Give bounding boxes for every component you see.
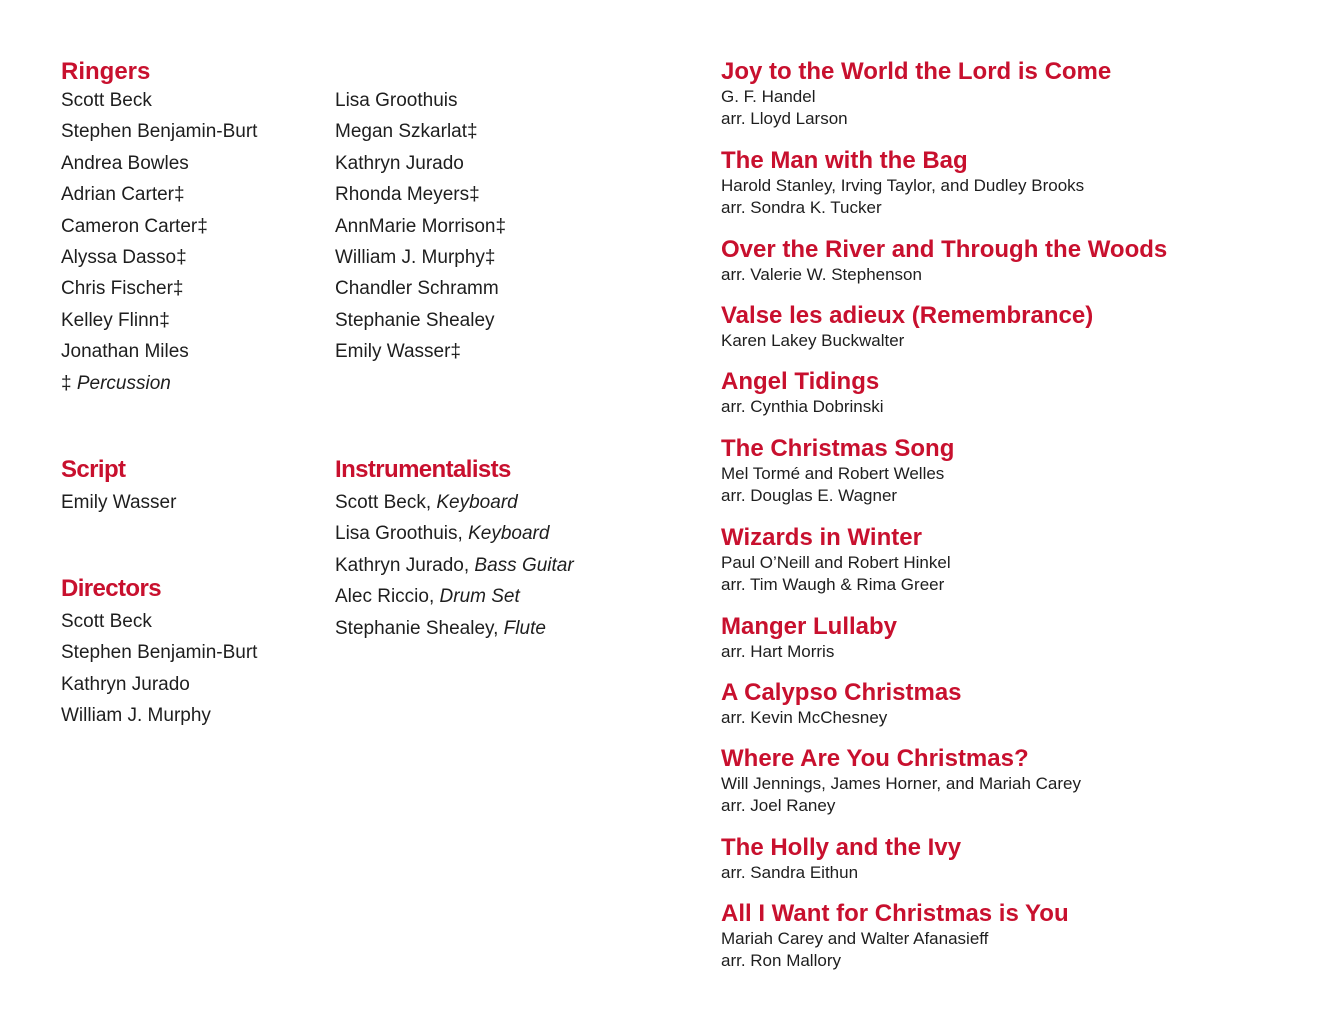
instrumentalist-name: Scott Beck, xyxy=(335,492,437,513)
piece-credit: arr. Tim Waugh & Rima Greer xyxy=(721,575,945,594)
piece-credit: G. F. Handel xyxy=(721,87,816,106)
piece-credit: Mel Tormé and Robert Welles xyxy=(721,464,945,483)
percussion-footnote xyxy=(61,368,257,399)
footnote-symbol: ‡ xyxy=(61,372,72,394)
ringer-name: Adrian Carter‡ xyxy=(61,184,185,206)
piece-title: Over the River and Through the Woods xyxy=(721,236,1168,263)
script-list xyxy=(61,487,176,518)
program-item xyxy=(721,58,1301,130)
piece-credit: Paul O’Neill and Robert Hinkel xyxy=(721,553,951,572)
ringer-name: Jonathan Miles xyxy=(61,341,189,363)
piece-title: All I Want for Christmas is You xyxy=(721,900,1069,927)
instrumentalist xyxy=(335,550,574,581)
piece-title: Manger Lullaby xyxy=(721,613,898,640)
piece-title: Wizards in Winter xyxy=(721,524,922,551)
director-name: Stephen Benjamin-Burt xyxy=(61,642,258,664)
directors-list xyxy=(61,606,257,732)
ringer-name: AnnMarie Morrison‡ xyxy=(335,215,507,237)
ringer-name: Rhonda Meyers‡ xyxy=(335,184,480,206)
program-item xyxy=(721,745,1301,817)
piece-title: Angel Tidings xyxy=(721,368,880,395)
piece-title: The Christmas Song xyxy=(721,435,955,462)
program-item xyxy=(721,368,1301,418)
piece-credit: Mariah Carey and Walter Afanasieff xyxy=(721,929,989,948)
piece-credit: Harold Stanley, Irving Taylor, and Dudley Brooks xyxy=(721,176,1085,195)
program-item xyxy=(721,900,1301,972)
instrumentalist-name: Alec Riccio, xyxy=(335,586,440,608)
instrumentalist xyxy=(335,487,574,518)
piece-credit: Will Jennings, James Horner, and Mariah Carey xyxy=(721,774,1081,793)
instrument: Drum Set xyxy=(439,586,520,608)
instrumentalist xyxy=(335,613,574,644)
instrument: Flute xyxy=(503,617,546,639)
piece-title: The Holly and the Ivy xyxy=(721,834,962,861)
program-list xyxy=(721,58,1301,972)
director-name: Kathryn Jurado xyxy=(61,673,190,695)
ringer-name: Scott Beck xyxy=(61,90,152,111)
piece-credit: arr. Douglas E. Wagner xyxy=(721,486,898,505)
program-item xyxy=(721,524,1301,596)
footnote-text: Percussion xyxy=(76,372,171,394)
ringer-name: William J. Murphy‡ xyxy=(335,246,496,268)
ringer-name: Andrea Bowles xyxy=(61,152,189,174)
ringer-name: Lisa Groothuis xyxy=(335,90,458,111)
instrumentalist-name: Lisa Groothuis, xyxy=(335,523,469,545)
piece-credit: arr. Cynthia Dobrinski xyxy=(721,397,884,416)
ringers-list-column-2 xyxy=(335,85,506,368)
program-item xyxy=(721,236,1301,286)
ringer-name: Megan Szkarlat‡ xyxy=(335,121,478,143)
ringer-name: Stephanie Shealey xyxy=(335,309,495,331)
program-item xyxy=(721,302,1301,352)
instrumentalist-name: Kathryn Jurado, xyxy=(335,554,475,576)
piece-credit: arr. Ron Mallory xyxy=(721,951,841,970)
instrumentalists-heading: Instrumentalists xyxy=(335,456,511,483)
program-item xyxy=(721,834,1301,884)
piece-credit: arr. Valerie W. Stephenson xyxy=(721,265,922,284)
ringer-name: Chris Fischer‡ xyxy=(61,278,184,300)
instrumentalist xyxy=(335,581,574,612)
ringer-name: Alyssa Dasso‡ xyxy=(61,246,187,268)
piece-credit: arr. Lloyd Larson xyxy=(721,109,848,128)
piece-title: Joy to the World the Lord is Come xyxy=(721,58,1112,85)
ringer-name: Kelley Flinn‡ xyxy=(61,309,170,331)
director-name: William J. Murphy xyxy=(61,705,211,727)
program-item xyxy=(721,679,1301,729)
program-item xyxy=(721,613,1301,663)
instrumentalist xyxy=(335,518,574,549)
piece-credit: arr. Sandra Eithun xyxy=(721,863,859,882)
piece-title: A Calypso Christmas xyxy=(721,679,962,706)
director-name: Scott Beck xyxy=(61,611,152,632)
piece-title: Valse les adieux (Remembrance) xyxy=(721,302,1094,329)
ringer-name: Stephen Benjamin-Burt xyxy=(61,121,258,143)
ringer-name: Emily Wasser‡ xyxy=(335,341,461,363)
piece-credit: arr. Sondra K. Tucker xyxy=(721,198,882,217)
ringer-name: Cameron Carter‡ xyxy=(61,215,208,237)
ringers-list-column-1 xyxy=(61,85,257,399)
piece-credit: arr. Hart Morris xyxy=(721,642,835,661)
instrument: Keyboard xyxy=(436,492,518,513)
instrument: Bass Guitar xyxy=(474,554,574,576)
piece-credit: arr. Joel Raney xyxy=(721,796,836,815)
piece-credit: Karen Lakey Buckwalter xyxy=(721,331,905,350)
ringer-name: Kathryn Jurado xyxy=(335,152,464,174)
ringer-name: Chandler Schramm xyxy=(335,278,499,300)
piece-title: The Man with the Bag xyxy=(721,147,968,174)
instrumentalist-name: Stephanie Shealey, xyxy=(335,617,504,639)
instrument: Keyboard xyxy=(468,523,550,545)
ringers-heading: Ringers xyxy=(61,58,151,85)
program-item xyxy=(721,147,1301,219)
piece-credit: arr. Kevin McChesney xyxy=(721,708,888,727)
program-item xyxy=(721,435,1301,507)
directors-heading: Directors xyxy=(61,575,161,602)
piece-title: Where Are You Christmas? xyxy=(721,745,1029,772)
instrumentalists-list xyxy=(335,487,574,644)
script-name: Emily Wasser xyxy=(61,492,177,513)
script-heading: Script xyxy=(61,456,126,483)
